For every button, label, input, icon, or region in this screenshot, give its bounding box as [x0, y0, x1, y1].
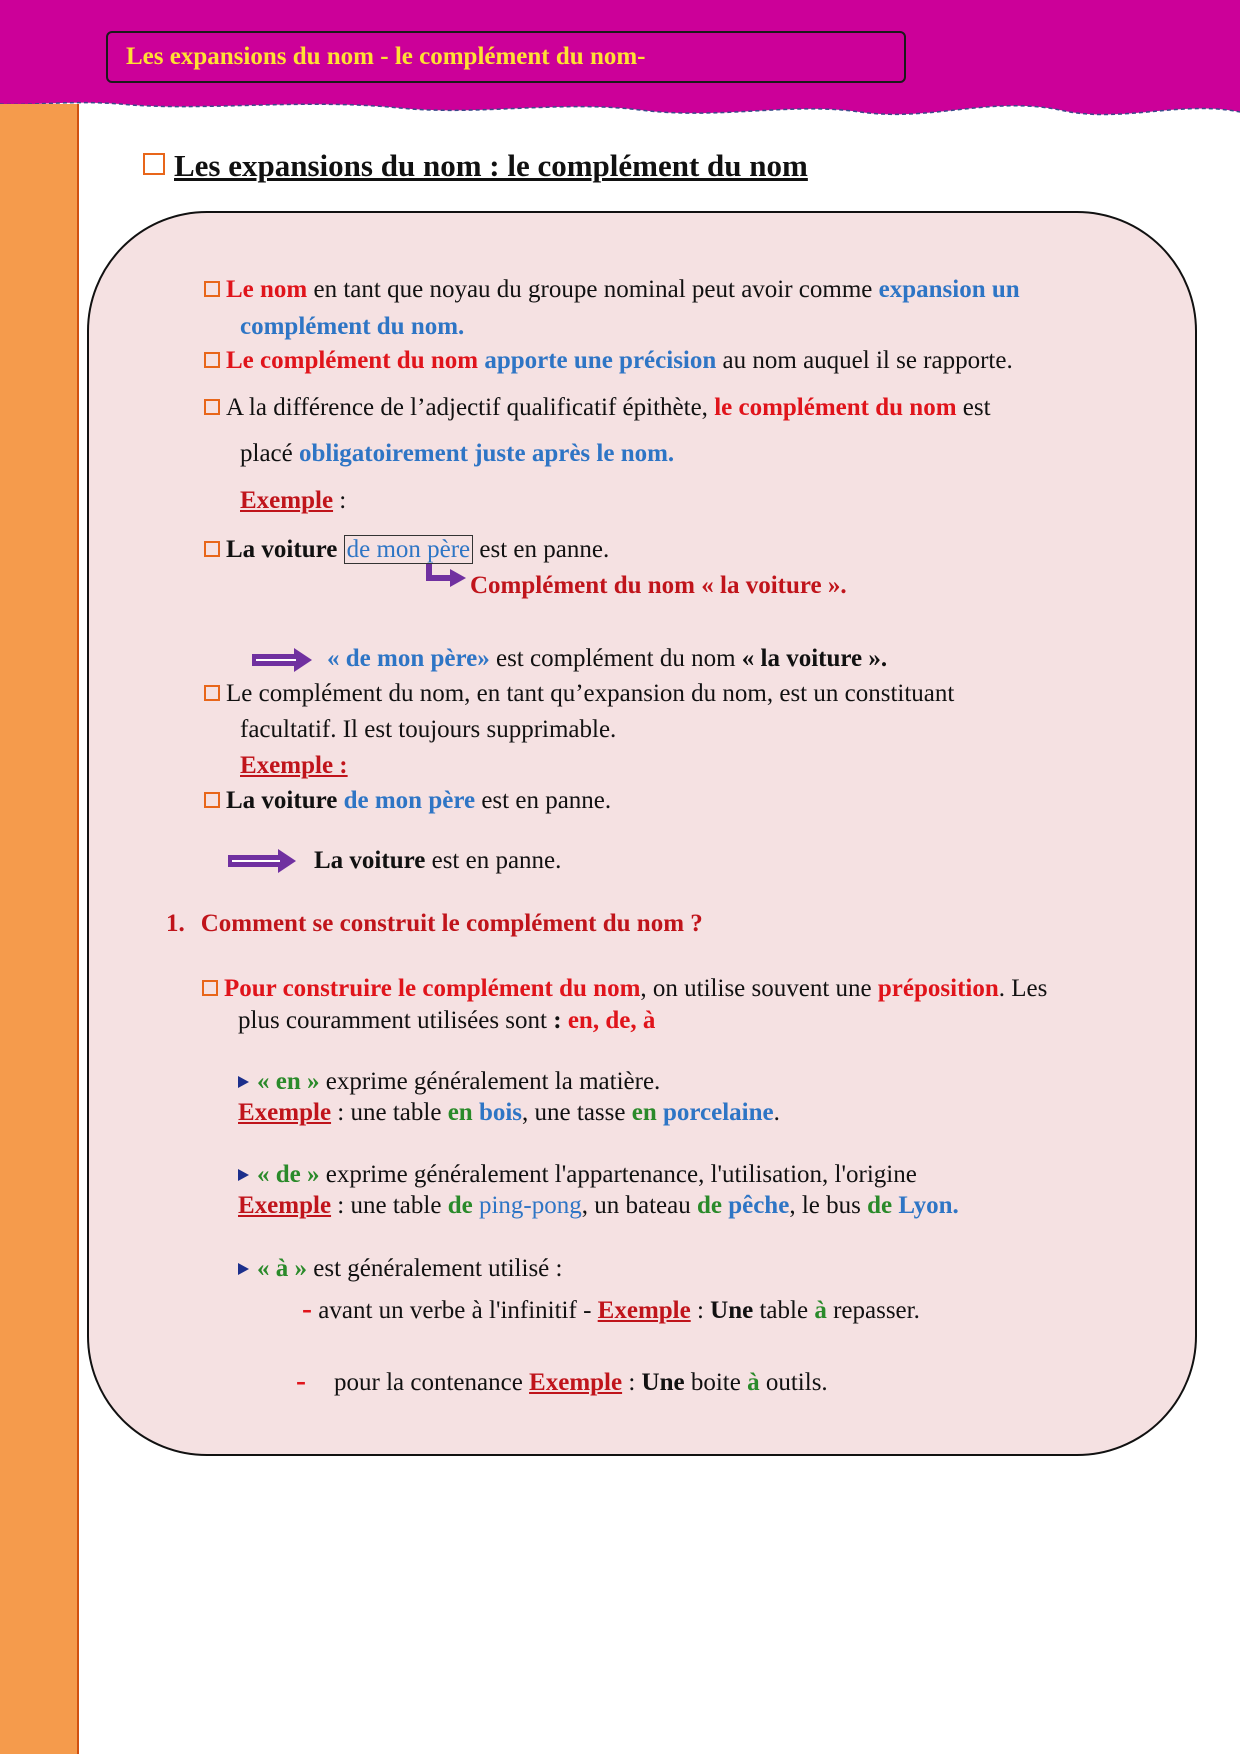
- checkbox-icon: [143, 153, 165, 175]
- paragraph-1-line-1: Le nom en tant que noyau du groupe nominal peut avoir comme expansion un: [204, 275, 1020, 305]
- checkbox-icon: [204, 399, 220, 415]
- checkbox-icon: [202, 980, 218, 996]
- checkbox-icon: [204, 792, 220, 808]
- preposition-en: « en » exprime généralement la matière.: [238, 1067, 660, 1097]
- paragraph-3-line-2: placé obligatoirement juste après le nom.: [240, 440, 675, 467]
- preposition-a: « à » est généralement utilisé :: [238, 1254, 562, 1284]
- paragraph-2: Le complément du nom apporte une précision au nom auquel il se rapporte.: [204, 346, 1013, 376]
- preposition-de-example: Exemple : une table de ping-pong, un bateau de pêche, le bus de Lyon.: [238, 1192, 959, 1219]
- left-margin-line: [77, 104, 79, 1754]
- preposition-a-use-1: - avant un verbe à l'infinitif - Exemple : Une table à repasser.: [302, 1292, 920, 1325]
- paragraph-4-line-2: facultatif. Il est toujours supprimable.: [240, 716, 617, 743]
- checkbox-icon: [204, 352, 220, 368]
- example-label-1: Exemple :: [240, 487, 347, 514]
- paragraph-1-line-2: complément du nom.: [240, 313, 465, 340]
- example-label-2: Exemple :: [240, 752, 348, 779]
- preposition-a-use-2: - pour la contenance Exemple : Une boite à outils.: [296, 1364, 828, 1397]
- preposition-en-example: Exemple : une table en bois, une tasse en porcelaine.: [238, 1099, 780, 1126]
- example-sentence-1: La voiture de mon père est en panne.: [204, 535, 609, 565]
- left-margin-strip: [0, 104, 77, 1754]
- complement-note: Complément du nom « la voiture ».: [470, 572, 847, 599]
- checkbox-icon: [204, 541, 220, 557]
- preposition-de: « de » exprime généralement l'appartenance, l'utilisation, l'origine: [238, 1160, 917, 1190]
- section-heading: Les expansions du nom : le complément du nom: [143, 148, 808, 184]
- bent-arrow-icon: [426, 562, 474, 598]
- example-sentence-2: « de mon père» est complément du nom « la voiture ».: [327, 645, 888, 672]
- paragraph-3-line-1: A la différence de l’adjectif qualificatif épithète, le complément du nom est: [204, 393, 991, 423]
- paragraph-5-line-1: Pour construire le complément du nom, on utilise souvent une préposition. Les: [202, 974, 1047, 1004]
- checkbox-icon: [204, 685, 220, 701]
- page-title: Les expansions du nom - le complément du nom-: [106, 31, 906, 83]
- example-sentence-4: La voiture est en panne.: [314, 847, 562, 874]
- bullet-triangle-icon: [238, 1076, 249, 1088]
- example-sentence-3: La voiture de mon père est en panne.: [204, 786, 611, 816]
- paragraph-5-line-2: plus couramment utilisées sont : en, de, à: [238, 1007, 656, 1034]
- right-arrow-icon: [252, 648, 314, 672]
- highlighted-complement: de mon père: [344, 535, 474, 564]
- question-heading: 1. Comment se construit le complément du nom ?: [166, 910, 703, 937]
- right-arrow-icon: [228, 849, 298, 873]
- checkbox-icon: [204, 281, 220, 297]
- bullet-triangle-icon: [238, 1169, 249, 1181]
- bullet-triangle-icon: [238, 1263, 249, 1275]
- paragraph-4-line-1: Le complément du nom, en tant qu’expansion du nom, est un constituant: [204, 679, 954, 709]
